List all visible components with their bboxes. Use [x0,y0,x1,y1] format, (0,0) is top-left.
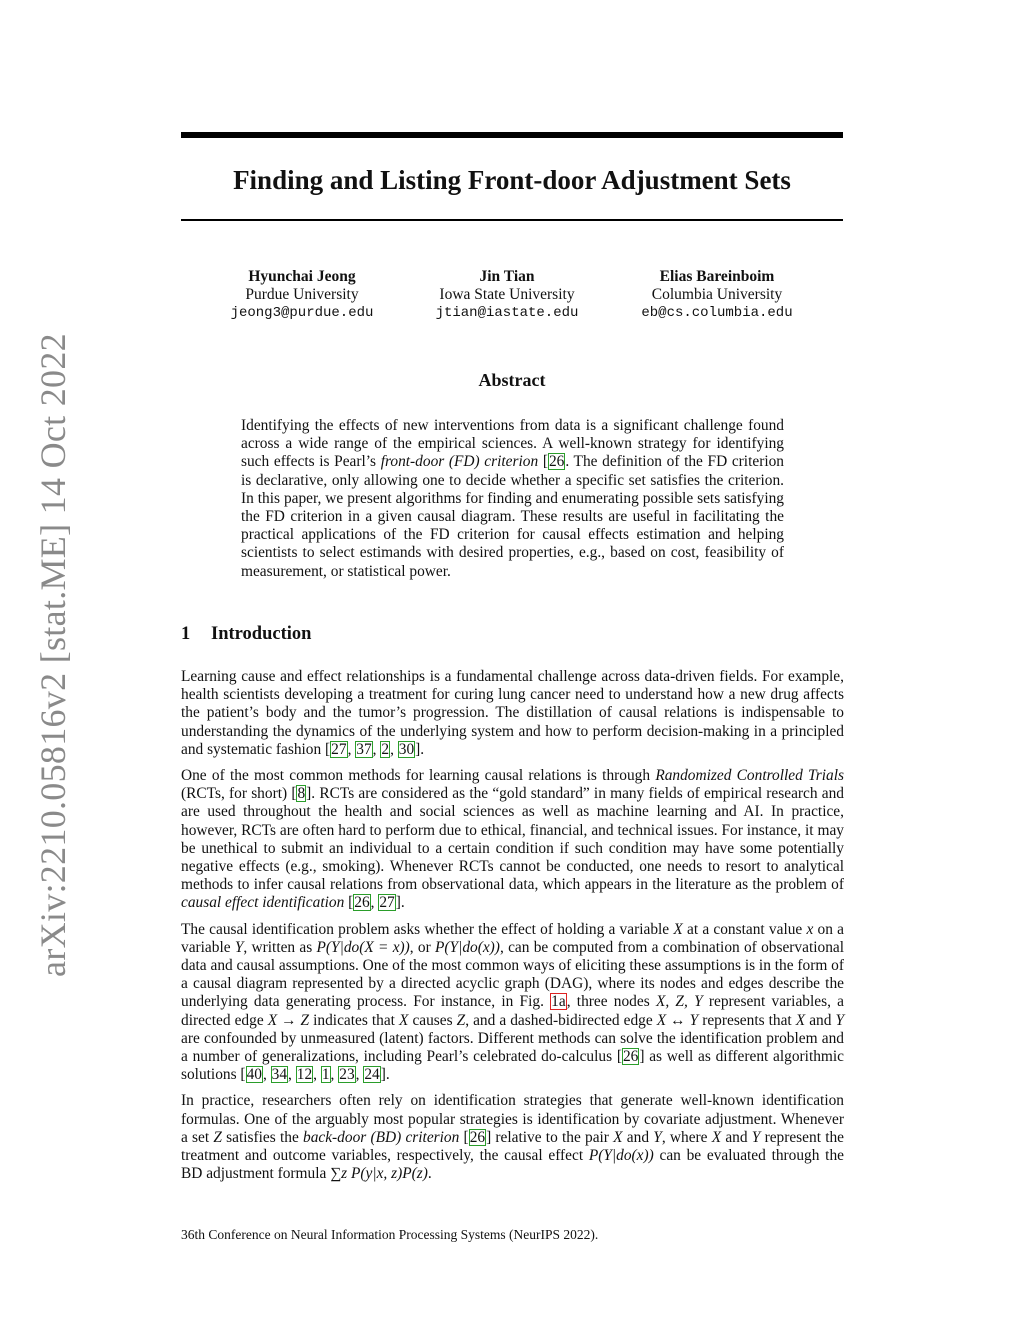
citation-link[interactable]: 2 [381,740,390,758]
math: ∑z P(y|x, z)P(z) [330,1165,428,1183]
section-title: Introduction [211,624,312,644]
citation-link[interactable]: 34 [271,1066,288,1084]
author-name: Jin Tian [479,268,535,285]
citation-link[interactable]: 1 [321,1066,330,1084]
math: X [613,1128,623,1146]
author-2 [397,268,617,322]
author-block [181,268,843,328]
math: X [711,1128,722,1146]
paragraph-2: One of the most common methods for learning causal relations is through Randomized Controlled Trials (RCTs, for short) [8]. RCTs are considered as the “gold standard” in many fields of empirical research and are used throughout the health and social sciences as well as machine learning and AI. In practice, however, RCTs are often hard to perform due to ethical, financial, and technical issues. For instance, it may be unethical to submit an individual to a certain condition if such condition may have some potentially negative effects (e.g., smoking). Whenever RCTs cannot be conducted, one needs to resort to analytical methods to infer causal relations from observational data, which appears in the literature as the problem of causal effect identification [26, 27]. [181,767,845,912]
citation-link[interactable]: 27 [379,894,395,912]
body-text [181,668,844,1191]
author-3 [607,268,827,322]
math: Y [835,1011,845,1029]
citation-link[interactable]: 12 [296,1066,313,1084]
title-bottom-rule [181,219,843,221]
math: P(Y|do(x)) [435,938,500,956]
citation-link[interactable]: 8 [297,785,306,803]
paragraph-1: Learning cause and effect relationships is a fundamental challenge across data-driven fields. For example, health scientists developing a treatment for curing lung cancer need to understand how a new drug affects the patient’s body and the tumor’s progression. The distillation of causal relations is indispensable to understanding the dynamics of the underlying system and how to perform decision-making in a principled and systematic fashion [27, 37, 2, 30]. [181,668,844,758]
author-name: Hyunchai Jeong [248,268,356,285]
math: X, Z, Y [655,993,703,1011]
citation-link[interactable]: 37 [356,740,372,758]
section-heading [181,624,311,645]
citation-link[interactable]: 27 [331,740,347,758]
citation-link[interactable]: 30 [398,740,415,758]
author-email[interactable]: jtian@iastate.edu [435,305,579,321]
citation-link[interactable]: 26 [548,453,565,471]
math: Y [234,938,244,956]
math: X [399,1011,409,1029]
math: Y [653,1128,662,1146]
math: Z [456,1011,466,1029]
arxiv-identifier: arXiv:2210.05816v2 [stat.ME] 14 Oct 2022 [33,333,73,977]
math: P(Y|do(X = x)) [316,938,410,956]
paragraph-3: The causal identification problem asks whether the effect of holding a variable X at a constant value x on a variable Y, written as P(Y|do(X = x)), or P(Y|do(x)), can be computed from a combination of observational data and causal assumptions. One of the most common ways of eliciting these assumptions is in the form of a causal diagram represented by a directed acyclic graph (DAG), where its nodes and edges describe the underlying data generating process. For instance, in Fig. 1a, three nodes X, Z, Y represent variables, a directed edge X → Z indicates that X causes Z, and a dashed-bidirected edge X ↔ Y represents that X and Y are confounded by unmeasured (latent) factors. Different methods can solve the identification problem and a number of generalizations, including Pearl’s celebrated do-calculus [26] as well as different algorithmic solutions [40, 34, 12, 1, 23, 24]. [181,920,845,1084]
citation-link[interactable]: 23 [339,1066,355,1084]
math: X [673,920,683,938]
citation-link[interactable]: 26 [354,894,370,912]
citation-link[interactable]: 24 [364,1066,380,1084]
author-email[interactable]: jeong3@purdue.edu [230,305,374,321]
author-affiliation: Iowa State University [439,286,575,303]
title-top-rule [181,132,843,138]
term-front-door: front-door (FD) criterion [380,453,539,471]
conference-footer: 36th Conference on Neural Information Processing Systems (NeurIPS 2022). [181,1227,599,1242]
section-number: 1 [181,624,191,644]
math: Y [751,1128,761,1146]
math: x [806,920,814,938]
math: X ↔ Y [656,1011,699,1029]
math: Z [213,1128,222,1146]
abstract-heading: Abstract [478,370,546,390]
citation-link[interactable]: 26 [622,1048,639,1066]
citation-link[interactable]: 40 [246,1066,262,1084]
math: P(Y|do(x)) [588,1147,654,1165]
author-affiliation: Purdue University [245,286,359,303]
author-email[interactable]: eb@cs.columbia.edu [641,305,793,321]
abstract-text: Identifying the effects of new interventions from data is a significant challenge found across a wide range of the empirical sciences. A well-known strategy for identifying such effects is Pearl’s front-door (FD) criterion [26. The definition of the FD criterion is declarative, only allowing one to decide whether a specific set satisfies the criterion. In this paper, we present algorithms for finding and enumerating possible sets satisfying the FD criterion in a given causal diagram. These results are useful in facilitating the practical applications of the FD criterion for causal effects estimation and helping scientists to select estimands with desired properties, e.g., based on cost, feasibility of measurement, or statistical power. [241,417,784,580]
figure-link[interactable]: 1a [551,993,566,1011]
author-1 [192,268,412,322]
math: X [795,1011,806,1029]
author-affiliation: Columbia University [651,286,783,303]
author-name: Elias Bareinboim [659,268,775,285]
paragraph-4: In practice, researchers often rely on identification strategies that generate well-known identification formulas. One of the arguably most popular strategies is identification by covariate adjustment. Whenever a set Z satisfies the back-door (BD) criterion [26] relative to the pair X and Y, where X and Y represent the treatment and outcome variables, respectively, the causal effect P(Y|do(x)) can be evaluated through the BD adjustment formula ∑z P(y|x, z)P(z). [181,1092,844,1183]
math: X → Z [267,1011,310,1029]
citation-link[interactable]: 26 [469,1128,486,1146]
paper-title: Finding and Listing Front-door Adjustment Sets [233,165,791,195]
